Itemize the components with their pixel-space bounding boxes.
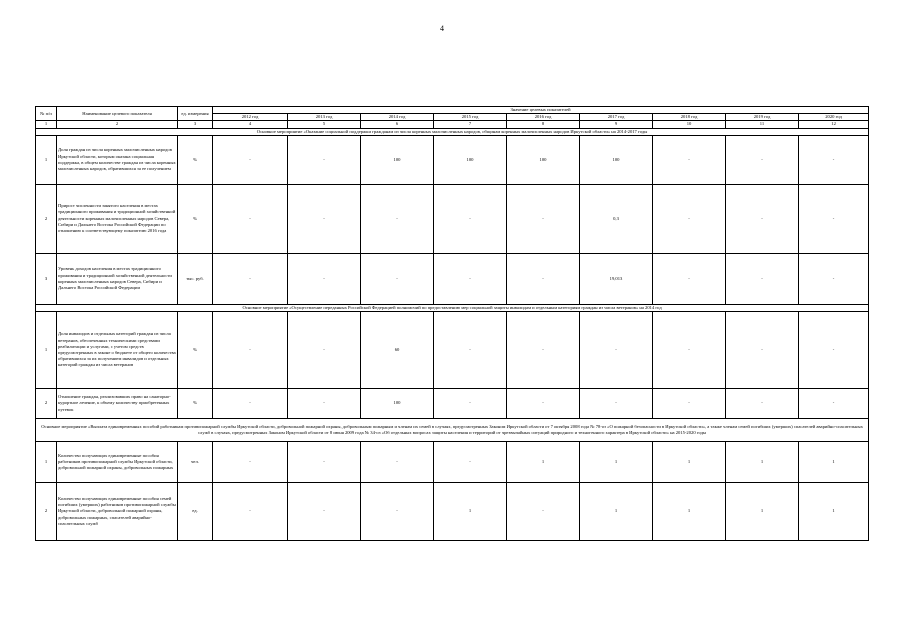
indicator-unit: тыс. руб. bbox=[178, 253, 213, 304]
value-cell-2020: - bbox=[799, 311, 869, 388]
value-cell-2018: 1 bbox=[653, 482, 726, 540]
value-cell-2014: - bbox=[361, 441, 434, 482]
value-cell-2015: 100 bbox=[434, 135, 507, 184]
target-indicators-table bbox=[35, 106, 869, 541]
row-number: 3 bbox=[36, 253, 57, 304]
value-cell-2013: - bbox=[288, 311, 361, 388]
value-cell-2020: 1 bbox=[799, 441, 869, 482]
header-year-1: 2013 год bbox=[288, 114, 361, 121]
header-year-6: 2018 год bbox=[653, 114, 726, 121]
column-number-0: 1 bbox=[36, 121, 57, 128]
indicator-name: Доля граждан из числа коренных малочисленных народов Иркутской области, которым оказана социальная поддержка, в общем количестве граждан из числа коренных малочисленных народов, обратившихся за ее получением bbox=[57, 135, 178, 184]
value-cell-2018: - bbox=[653, 135, 726, 184]
value-cell-2013: - bbox=[288, 184, 361, 253]
page-number: 4 bbox=[440, 24, 444, 33]
value-cell-2014: - bbox=[361, 482, 434, 540]
table-row bbox=[36, 388, 869, 418]
value-cell-2013: - bbox=[288, 253, 361, 304]
header-row-top bbox=[36, 107, 869, 114]
indicator-unit: ед. bbox=[178, 482, 213, 540]
column-number-6: 7 bbox=[434, 121, 507, 128]
value-cell-2012: - bbox=[213, 253, 288, 304]
indicator-unit: % bbox=[178, 184, 213, 253]
value-cell-2019: - bbox=[726, 184, 799, 253]
column-number-2: 3 bbox=[178, 121, 213, 128]
value-cell-2013: - bbox=[288, 388, 361, 418]
value-cell-2015: 1 bbox=[434, 482, 507, 540]
indicator-name: Доля инвалидов и отдельных категорий граждан из числа ветеранов, обеспеченных техническими средствами реабилитации и услугами, с учетом средств предусмотренных в законе о бюджете от общего количества обратившихся за их получением инвалидов и отдельных категорий граждан из числа ветеранов bbox=[57, 311, 178, 388]
value-cell-2016: - bbox=[507, 253, 580, 304]
indicator-name: Количество получающих единовременные пособия работников противопожарной службы Иркутской области, добровольной пожарной охраны, добровольных пожарных bbox=[57, 441, 178, 482]
value-cell-2019: 1 bbox=[726, 441, 799, 482]
section-title: Основное мероприятие «Оказание социальной поддержки гражданам из числа коренных малочисленных народов, общинам коренных малочисленных народов Иркутской области» на 2014-2017 годы bbox=[36, 128, 869, 135]
value-cell-2017: 0,3 bbox=[580, 184, 653, 253]
value-cell-2020: - bbox=[799, 253, 869, 304]
value-cell-2014: 100 bbox=[361, 135, 434, 184]
indicator-unit: % bbox=[178, 135, 213, 184]
indicator-name: Отношение граждан, реализовавших право на санаторно-курортное лечение, к объему количеству приобретенных путевок bbox=[57, 388, 178, 418]
value-cell-2019: - bbox=[726, 253, 799, 304]
value-cell-2019: - bbox=[726, 388, 799, 418]
value-cell-2014: - bbox=[361, 184, 434, 253]
header-year-0: 2012 год bbox=[213, 114, 288, 121]
value-cell-2016: - bbox=[507, 311, 580, 388]
value-cell-2015: - bbox=[434, 184, 507, 253]
header-unit: ед. измерения bbox=[178, 107, 213, 121]
value-cell-2012: - bbox=[213, 388, 288, 418]
column-number-3: 4 bbox=[213, 121, 288, 128]
value-cell-2013: - bbox=[288, 135, 361, 184]
value-cell-2019: - bbox=[726, 311, 799, 388]
table-row bbox=[36, 135, 869, 184]
value-cell-2016: 100 bbox=[507, 135, 580, 184]
row-number: 2 bbox=[36, 184, 57, 253]
value-cell-2015: - bbox=[434, 253, 507, 304]
column-number-7: 8 bbox=[507, 121, 580, 128]
section-header-row bbox=[36, 418, 869, 441]
value-cell-2013: - bbox=[288, 441, 361, 482]
header-year-3: 2015 год bbox=[434, 114, 507, 121]
value-cell-2012: - bbox=[213, 184, 288, 253]
value-cell-2014: 100 bbox=[361, 388, 434, 418]
value-cell-2012: - bbox=[213, 135, 288, 184]
header-year-8: 2020 год bbox=[799, 114, 869, 121]
table-row bbox=[36, 311, 869, 388]
value-cell-2016: - bbox=[507, 184, 580, 253]
row-number: 1 bbox=[36, 135, 57, 184]
value-cell-2019: - bbox=[726, 135, 799, 184]
header-name: Наименование целевого показателя bbox=[57, 107, 178, 121]
value-cell-2017: - bbox=[580, 311, 653, 388]
indicator-name: Уровень доходов населения в местах традиционного проживания и традиционной хозяйственной деятельности коренных малочисленных народов Севера, Сибири и Дальнего Востока Российской Федерации bbox=[57, 253, 178, 304]
table-row bbox=[36, 253, 869, 304]
value-cell-2020: - bbox=[799, 135, 869, 184]
value-cell-2014: 60 bbox=[361, 311, 434, 388]
table-row bbox=[36, 482, 869, 540]
row-number: 1 bbox=[36, 311, 57, 388]
row-number: 2 bbox=[36, 482, 57, 540]
value-cell-2015: - bbox=[434, 388, 507, 418]
value-cell-2019: 1 bbox=[726, 482, 799, 540]
column-number-11: 12 bbox=[799, 121, 869, 128]
row-number: 2 bbox=[36, 388, 57, 418]
value-cell-2012: - bbox=[213, 311, 288, 388]
row-number: 1 bbox=[36, 441, 57, 482]
value-cell-2012: - bbox=[213, 482, 288, 540]
value-cell-2012: - bbox=[213, 441, 288, 482]
value-cell-2016: 1 bbox=[507, 441, 580, 482]
section-header-row bbox=[36, 304, 869, 311]
header-year-4: 2016 год bbox=[507, 114, 580, 121]
value-cell-2014: - bbox=[361, 253, 434, 304]
column-number-4: 5 bbox=[288, 121, 361, 128]
column-number-1: 2 bbox=[57, 121, 178, 128]
value-cell-2016: - bbox=[507, 388, 580, 418]
value-cell-2015: - bbox=[434, 311, 507, 388]
value-cell-2015: - bbox=[434, 441, 507, 482]
header-year-7: 2019 год bbox=[726, 114, 799, 121]
table-row bbox=[36, 184, 869, 253]
value-cell-2018: - bbox=[653, 253, 726, 304]
value-cell-2018: - bbox=[653, 184, 726, 253]
indicator-name: Прирост численности занятого населения в местах традиционного проживания и традиционной хозяйственной деятельности коренных малочисленных народов Севера, Сибири и Дальнего Востока Российской Федерации по отношению к соответствующему показателю 2016 года bbox=[57, 184, 178, 253]
header-year-2: 2014 год bbox=[361, 114, 434, 121]
header-column-numbers-row bbox=[36, 121, 869, 128]
value-cell-2017: 1 bbox=[580, 482, 653, 540]
indicator-name: Количество получающих единовременные пособия семей погибших (умерших) работников противопожарной службы Иркутской области, добровольной пожарной охраны, добровольных пожарных, спасателей аварийно-спасательных служб bbox=[57, 482, 178, 540]
value-cell-2018: - bbox=[653, 311, 726, 388]
header-year-5: 2017 год bbox=[580, 114, 653, 121]
header-num: № п/п bbox=[36, 107, 57, 121]
indicator-unit: % bbox=[178, 388, 213, 418]
section-header-row bbox=[36, 128, 869, 135]
value-cell-2018: 1 bbox=[653, 441, 726, 482]
value-cell-2020: 1 bbox=[799, 482, 869, 540]
column-number-8: 9 bbox=[580, 121, 653, 128]
column-number-9: 10 bbox=[653, 121, 726, 128]
value-cell-2017: - bbox=[580, 388, 653, 418]
value-cell-2016: - bbox=[507, 482, 580, 540]
value-cell-2020: - bbox=[799, 388, 869, 418]
value-cell-2017: 100 bbox=[580, 135, 653, 184]
section-title: Основное мероприятие «Выплата единовременных пособий работникам противопожарной службы Иркутской области, добровольной пожарной охраны, добровольным пожарным и членам их семей в случаях, предусмотренных Законом Иркутской области от 7 октября 2008 года № 78-оз «О пожарной безопасности в Иркутской области», а также членам семей погибших (умерших) спасателей аварийно-спасательных служб в случаях, предусмотренных Законом Иркутской области от 8 июня 2009 года № 34-оз «Об отдельных вопросах защиты населения и территорий от чрезвычайных ситуаций природного и техногенного характера в Иркутской области» на 2015-2020 годы bbox=[36, 418, 869, 441]
table-body bbox=[36, 128, 869, 540]
value-cell-2017: 1 bbox=[580, 441, 653, 482]
value-cell-2017: 19,013 bbox=[580, 253, 653, 304]
value-cell-2013: - bbox=[288, 482, 361, 540]
section-title: Основное мероприятие «Осуществление переданных Российской Федерацией полномочий по предоставлению мер социальной защиты инвалидам и отдельным категориям граждан из числа ветеранов» на 2014 год bbox=[36, 304, 869, 311]
value-cell-2018: - bbox=[653, 388, 726, 418]
indicator-unit: % bbox=[178, 311, 213, 388]
header-values-group: Значение целевых показателей bbox=[213, 107, 869, 114]
column-number-10: 11 bbox=[726, 121, 799, 128]
table-row bbox=[36, 441, 869, 482]
value-cell-2020: - bbox=[799, 184, 869, 253]
column-number-5: 6 bbox=[361, 121, 434, 128]
indicator-unit: чел. bbox=[178, 441, 213, 482]
